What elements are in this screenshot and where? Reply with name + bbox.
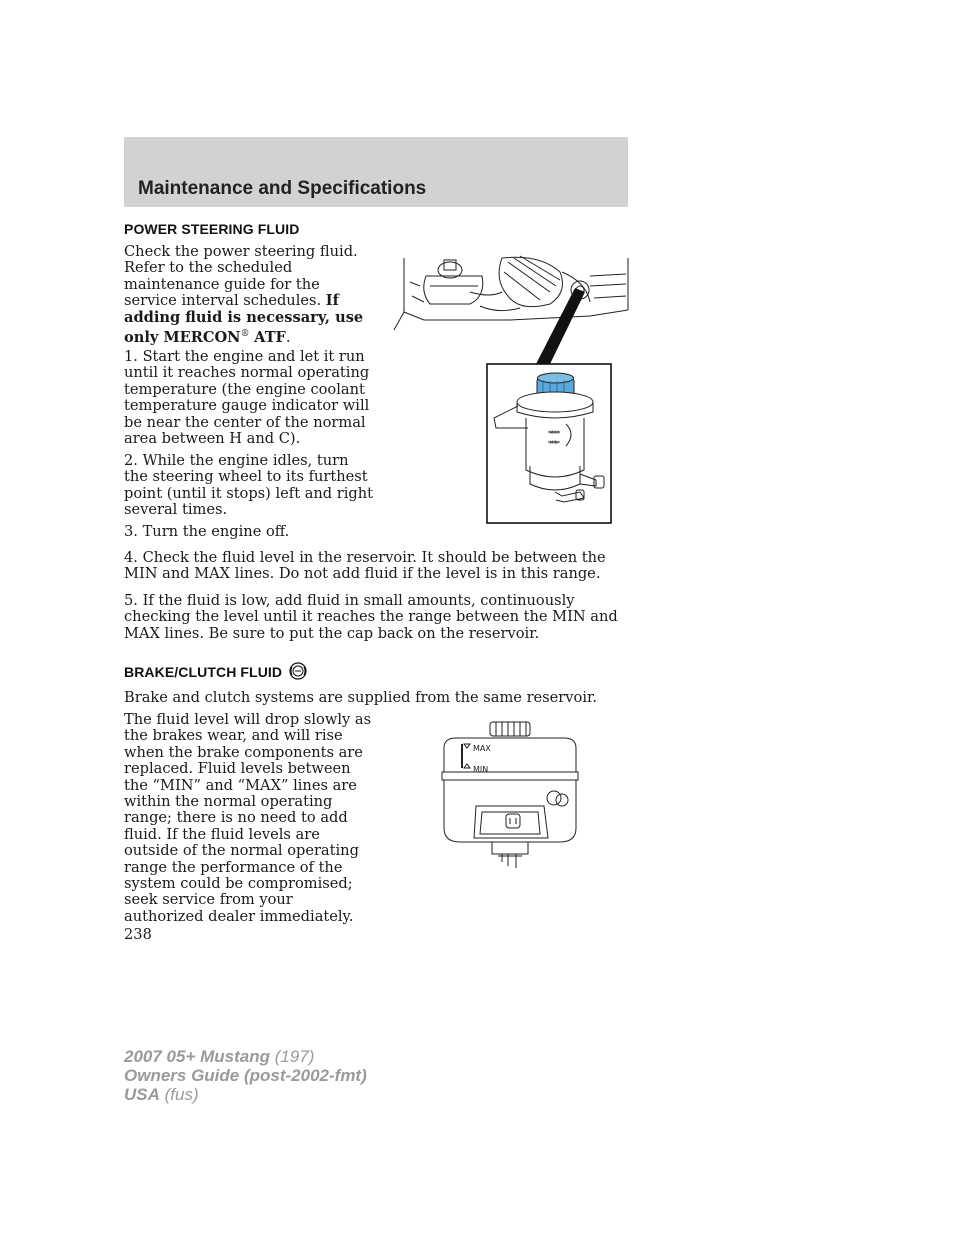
- brake-clutch-heading: [124, 662, 308, 680]
- power-steering-reservoir-illustration: [390, 252, 630, 528]
- brake-clutch-heading-text: BRAKE/CLUTCH FLUID: [124, 664, 283, 680]
- page-number: 238: [124, 926, 152, 943]
- footer-model: 2007 05+ Mustang: [124, 1047, 270, 1066]
- ps-min-mark: MIN: [550, 440, 558, 445]
- brake-reservoir-illustration: [436, 718, 584, 870]
- power-steering-heading: POWER STEERING FLUID: [124, 221, 300, 237]
- registered-mark: ®: [240, 329, 250, 340]
- section-title: Maintenance and Specifications: [138, 178, 427, 199]
- intro-bold-text: If adding fluid is necessary, use only MERCON: [124, 292, 364, 346]
- atf-text: ATF: [254, 328, 286, 346]
- step-4: 4. Check the fluid level in the reservoir. It should be between the MIN and MAX lines. Do not add fluid if the level is in this range.: [124, 549, 606, 583]
- footer-market-code: (fus): [159, 1085, 199, 1104]
- ps-max-mark: MAX: [550, 430, 559, 435]
- intro-text: Check the power steering fluid. Refer to the scheduled maintenance guide for the service interval schedules.: [124, 243, 358, 310]
- footer-market: USA: [124, 1085, 160, 1104]
- intro-period: .: [285, 328, 291, 346]
- step-3: 3. Turn the engine off.: [124, 523, 290, 540]
- power-steering-intro: [124, 244, 376, 346]
- step-2: 2. While the engine idles, turn the steering wheel to its furthest point (until it stops) left and right several times.: [124, 452, 374, 519]
- footer-model-code: (197): [270, 1047, 315, 1066]
- brake-fluid-icon: [288, 662, 308, 680]
- brake-clutch-body: The fluid level will drop slowly as the brakes wear, and will rise when the brake components are replaced. Fluid levels between the “MIN” and “MAX” lines are within the normal operating range; there is no need to add fluid. If the fluid levels are outside of the normal operating range the performance of the system could be compromised; seek service from your authorized dealer immediately.: [124, 711, 372, 925]
- footer-guide: Owners Guide (post-2002-fmt): [124, 1066, 367, 1085]
- step-5: 5. If the fluid is low, add fluid in small amounts, continuously checking the level until it reaches the range between the MIN and MAX lines. Be sure to put the cap back on the reservoir.: [124, 592, 618, 642]
- brake-clutch-intro: Brake and clutch systems are supplied from the same reservoir.: [124, 689, 597, 706]
- step-1: 1. Start the engine and let it run until it reaches normal operating temperature (the engine coolant temperature gauge indicator will be near the center of the normal area between H and C).: [124, 348, 370, 448]
- document-footer: [124, 1047, 367, 1104]
- max-label: MAX: [473, 744, 491, 753]
- min-label: MIN: [473, 765, 489, 774]
